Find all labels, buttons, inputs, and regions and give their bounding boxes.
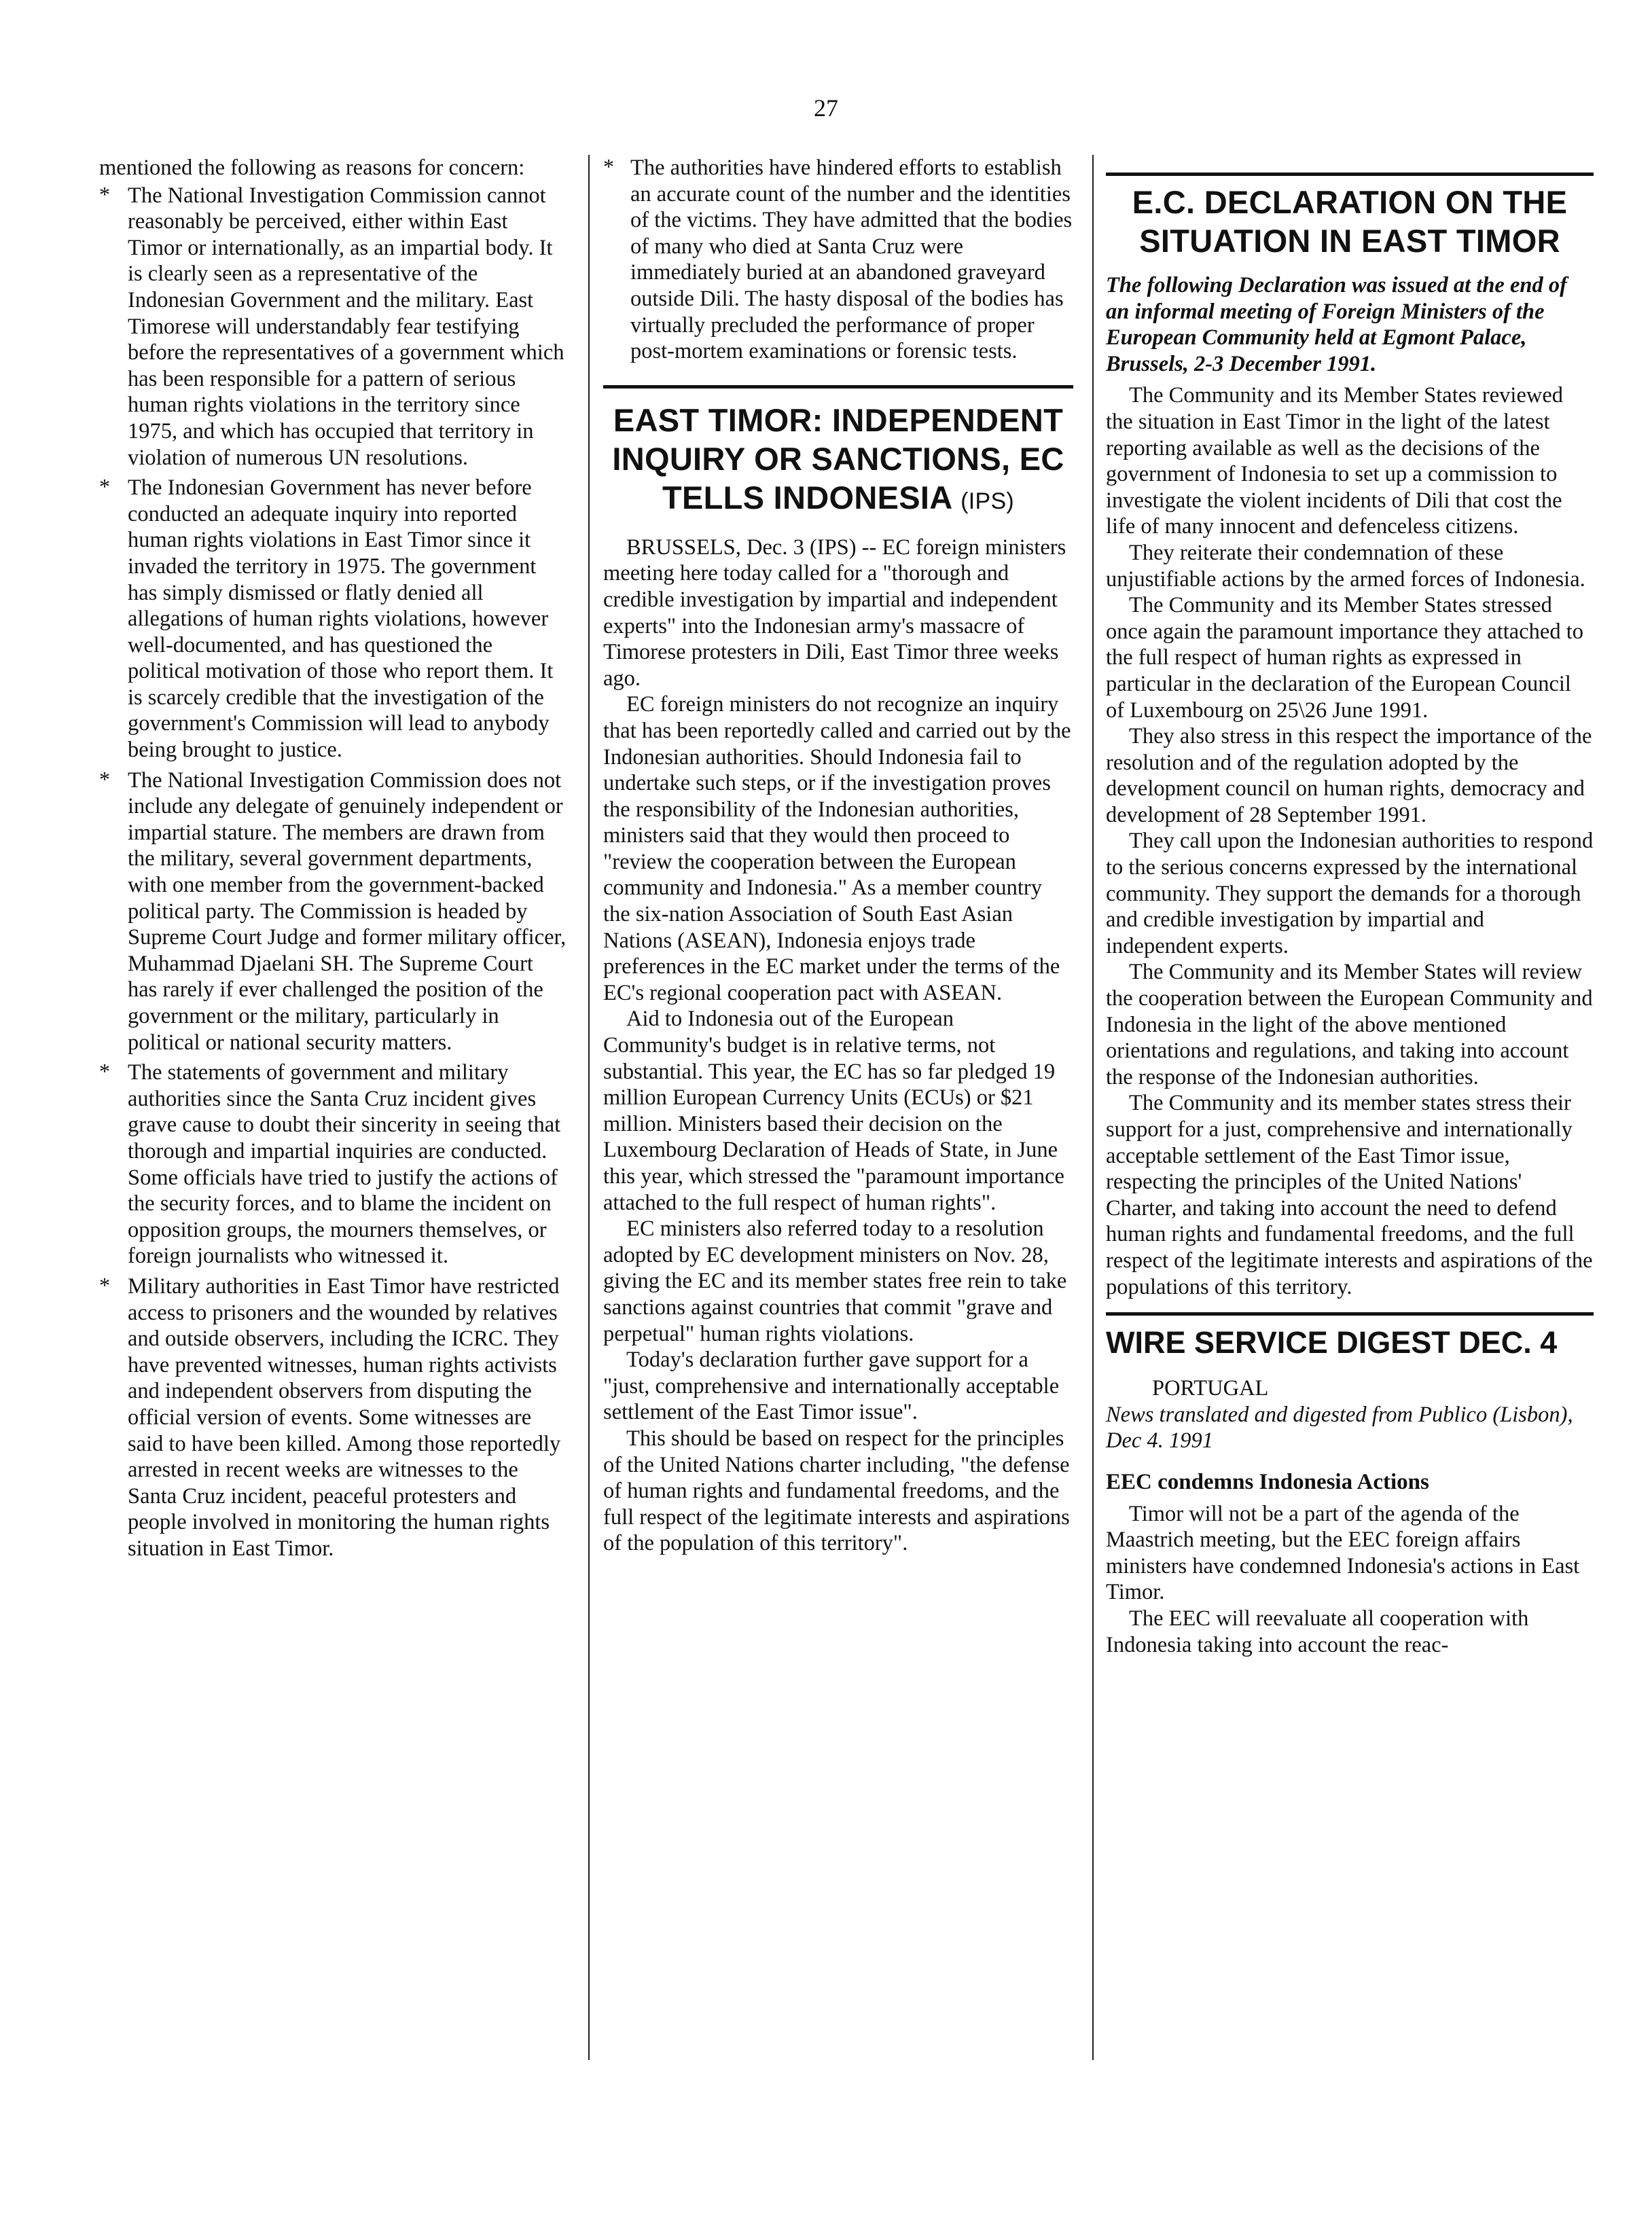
paragraph: This should be based on respect for the principles of the United Nations charter including, "the defense of human rights and fundamental freedoms, and the full respect of the legitimate interests and aspirations of the population of this territory".	[603, 1426, 1070, 1556]
list-item: * The authorities have hindered efforts to establish an accurate count of the number and the identities of the victims. They have admitted that the bodies of many who died at Santa Cruz were immediately buried at an abandoned graveyard outside Dili. The hasty disposal of the bodies has virtually precluded the performance of proper post-mortem examinations or forensic tests.	[603, 154, 1073, 364]
paragraph: They also stress in this respect the importance of the resolution and of the regulation adopted by the development council on human rights, democracy and development of 28 September 1991.	[1106, 724, 1592, 827]
list-item: * Military authorities in East Timor have restricted access to prisoners and the wounded by relatives and outside observers, including the ICRC. They have prevented witnesses, human rights activists and independent observers from disputing the official version of events. Some witnesses are said to have been killed. Among those reportedly arrested in recent weeks are witnesses to the Santa Cruz incident, peaceful protesters and people involved in monitoring the human rights situation in East Timor.	[99, 1272, 561, 1561]
declaration-intro: The following Declaration was issued at the end of an informal meeting of Foreign Ministers of the European Community held at Egmont Palace, Brussels, 2-3 December 1991.	[1106, 273, 1567, 376]
concerns-list-continued	[603, 155, 1073, 365]
article-headline: EAST TIMOR: INDEPENDENT INQUIRY OR SANCTIONS, EC TELLS INDONESIA (IPS)	[612, 401, 1064, 516]
asterisk-bullet-icon: *	[99, 1059, 110, 1084]
item-subhead: EEC condemns Indonesia Actions	[1106, 1469, 1429, 1494]
concerns-list	[99, 183, 567, 1562]
asterisk-bullet-icon: *	[99, 766, 110, 791]
headline-source: (IPS)	[960, 488, 1015, 514]
paragraph: They call upon the Indonesian authorities to respond to the serious concerns expressed by the international community. They support the demands for a thorough and credible investigation by impartial and independent experts.	[1106, 829, 1594, 958]
section-rule	[1106, 1312, 1594, 1316]
column-divider	[588, 155, 590, 2060]
paragraph: The Community and its Member States stressed once again the paramount importance they attached to the full respect of human rights as expressed in particular in the declaration of the European Council of Luxembourg on 25\26 June 1991.	[1106, 593, 1583, 723]
page-number: 27	[814, 94, 838, 122]
paragraph: Aid to Indonesia out of the European Community's budget is in relative terms, not substantial. This year, the EC has so far pledged 19 million European Currency Units (ECUs) or $21 million. Ministers based their decision on the Luxembourg Declaration of Heads of State, in June this year, which stressed the "paramount importance attached to the full respect of human rights".	[603, 1007, 1064, 1215]
lead-text: mentioned the following as reasons for concern:	[99, 156, 525, 180]
paragraph: The EEC will reevaluate all cooperation with Indonesia taking into account the reac-	[1106, 1606, 1529, 1657]
wire-digest-title: WIRE SERVICE DIGEST DEC. 4	[1106, 1325, 1558, 1360]
asterisk-bullet-icon: *	[99, 1272, 110, 1297]
list-item: * The National Investigation Commission cannot reasonably be perceived, either within East Timor or internationally, as an impartial body. It is clearly seen as a representative of the Indonesian Government and the military. East Timorese will understandably fear testifying before the representatives of a government which has been responsible for a pattern of serious human rights violations in the territory since 1975, and which has occupied that territory in violation of numerous UN resolutions.	[99, 181, 564, 470]
article-body	[603, 535, 1073, 1557]
paragraph: Timor will not be a part of the agenda of the Maastrich meeting, but the EEC foreign affairs ministers have condemned Indonesia's actions in East Timor.	[1106, 1501, 1580, 1605]
paragraph: The Community and its Member States reviewed the situation in East Timor in the light of the latest reporting available as well as the decisions of the government of Indonesia to set up a commission to investigate the violent incidents of Dili that cost the life of many innocent and defenceless citizens.	[1106, 383, 1564, 539]
list-item: * The National Investigation Commission does not include any delegate of genuinely independent or impartial stature. The members are drawn from the military, several government departments, with one member from the government-backed political party. The Commission is headed by Supreme Court Judge and former military officer, Muhammad Djaelani SH. The Supreme Court has rarely if ever challenged the position of the government or the military, particularly in political or national security matters.	[99, 766, 567, 1055]
paragraph: The Community and its member states stress their support for a just, comprehensive and internationally acceptable settlement of the East Timor issue, respecting the principles of the United Nations' Charter, and taking into account the need to defend human rights and fundamental freedoms, and the full respect of the legitimate interests and aspirations of the populations of this territory.	[1106, 1091, 1593, 1299]
declaration-headline: E.C. DECLARATION ON THE SITUATION IN EAST TIMOR	[1132, 184, 1568, 259]
country-label: PORTUGAL	[1152, 1376, 1269, 1401]
list-item: * The Indonesian Government has never before conducted an adequate inquiry into reported human rights violations in East Timor since it invaded the territory in 1975. The government has simply dismissed or flatly denied all allegations of human rights violations, however well-documented, and has questioned the political motivation of those who report them. It is scarcely credible that the investigation of the government's Commission will lead to anybody being brought to justice.	[99, 474, 554, 763]
paragraph: Today's declaration further gave support for a "just, comprehensive and internationally acceptable settlement of the East Timor issue".	[603, 1348, 1060, 1425]
paragraph: BRUSSELS, Dec. 3 (IPS) -- EC foreign ministers meeting here today called for a "thorough and credible investigation by impartial and independent experts" into the Indonesian army's massacre of Timorese protesters in Dili, East Timor three weeks ago.	[603, 535, 1066, 691]
section-rule	[603, 385, 1073, 389]
asterisk-bullet-icon: *	[99, 181, 110, 206]
column-left	[99, 155, 567, 1566]
column-middle	[603, 155, 1073, 1557]
column-divider	[1092, 155, 1094, 2060]
column-right	[1106, 155, 1594, 1658]
asterisk-bullet-icon: *	[99, 474, 110, 499]
paragraph: They reiterate their condemnation of these unjustifiable actions by the armed forces of Indonesia.	[1106, 540, 1585, 592]
paragraph: The Community and its Member States will review the cooperation between the European Community and Indonesia in the light of the above mentioned orientations and regulations, and taking into account the response of the Indonesian authorities.	[1106, 960, 1593, 1089]
declaration-body	[1106, 382, 1594, 1300]
paragraph: EC foreign ministers do not recognize an inquiry that has been reportedly called and carried out by the Indonesian authorities. Should Indonesia fail to undertake such steps, or if the investigation proves the responsibility of the Indonesian authorities, ministers said that they would then proceed to "review the cooperation between the European community and Indonesia." As a member country the six-nation Association of South East Asian Nations (ASEAN), Indonesia enjoys trade preferences in the EC market under the terms of the EC's regional cooperation pact with ASEAN.	[603, 692, 1071, 1005]
paragraph: EC ministers also referred today to a resolution adopted by EC development ministers on Nov. 28, giving the EC and its member states free rein to take sanctions against countries that commit "grave and perpetual" human rights violations.	[603, 1216, 1067, 1346]
source-note: News translated and digested from Publico (Lisbon), Dec 4. 1991	[1106, 1402, 1573, 1453]
asterisk-bullet-icon: *	[603, 154, 614, 179]
list-item: * The statements of government and military authorities since the Santa Cruz incident gives grave cause to doubt their sincerity in seeing that thorough and impartial inquiries are conducted. Some officials have tried to justify the actions of the security forces, and to blame the incident on opposition groups, the mourners themselves, or foreign journalists who witnessed it.	[99, 1059, 561, 1269]
section-rule	[1106, 173, 1594, 176]
